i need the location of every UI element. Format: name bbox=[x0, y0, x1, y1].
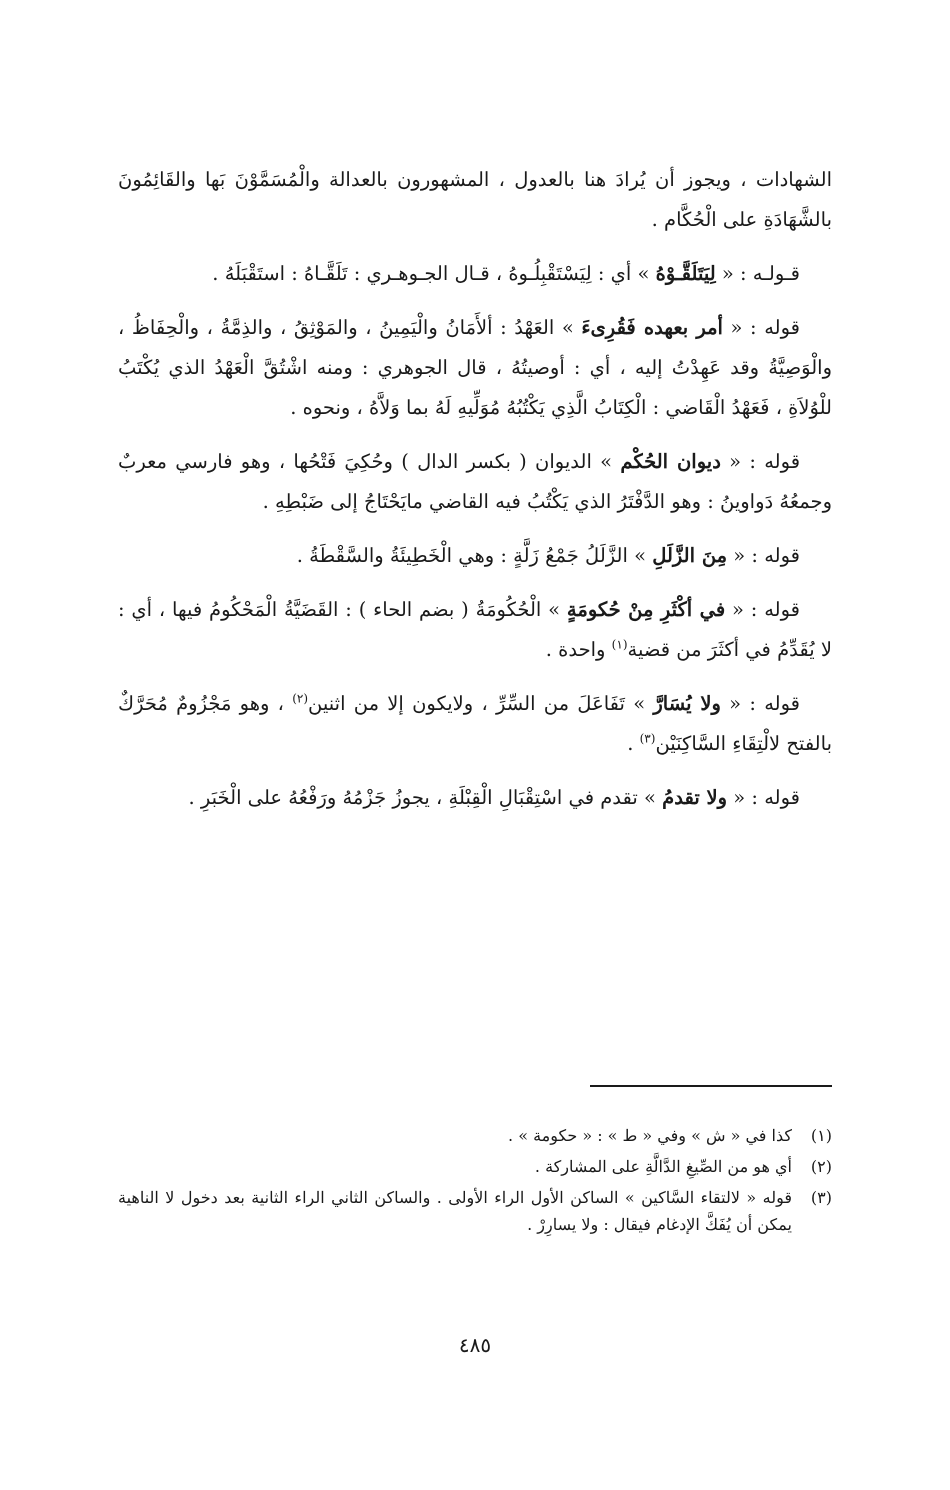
headword: ولا تقدمُ bbox=[662, 786, 728, 809]
footnote-number: (٢) bbox=[810, 1157, 832, 1176]
footnote bbox=[118, 1184, 832, 1238]
footnotes bbox=[118, 1122, 832, 1242]
paragraph-tail: واحدة . bbox=[545, 638, 612, 661]
paragraph-text: » الْحُكُومَةُ ( بضم الحاء ) : القَضَيَّةُ الْمَحْكُومُ فيها ، أي : لا يُقَدِّمُ في أكثَرَ من قضية bbox=[118, 598, 832, 661]
paragraph-tail: . bbox=[627, 732, 640, 755]
footnote-marker: (١) bbox=[611, 637, 628, 652]
footnote-text: أي هو من الصِّيغِ الدَّالَّةِ على المشاركة . bbox=[534, 1157, 792, 1176]
paragraph-lead: قوله : « bbox=[722, 316, 800, 339]
paragraph-text: » تقدم في اسْتِقْبَالِ الْقِبْلَةِ ، يجوزُ جَزْمُهُ ورَفْعُهُ على الْخَبَرِ . bbox=[188, 786, 663, 809]
paragraph-tail: ، وهو مَجْزُومٌ مُحَرَّكٌ بالفتح لالْتِقَاءِ السَّاكِنَيْن bbox=[118, 692, 832, 755]
paragraph-lead: قوله : « bbox=[720, 692, 800, 715]
paragraph-2 bbox=[118, 254, 832, 294]
paragraph-text: الشهادات ، ويجوز أن يُرادَ هنا بالعدول ، المشهورون بالعدالة والْمُسَمَّوْنَ بَها والقَائِمُونَ بالشَّهَادَةِ على الْحُكَّام . bbox=[118, 168, 832, 231]
footnote-number: (١) bbox=[810, 1126, 832, 1145]
footnote-text: كذا في « ش » وفي « ط » : « حكومة » . bbox=[508, 1126, 792, 1145]
footnote bbox=[118, 1153, 832, 1180]
paragraph-text: » الزَّلَلُ جَمْعُ زَلَّةٍ : وهي الْخَطِيئَةُ والسَّقْطَةُ . bbox=[296, 544, 653, 567]
paragraph-7 bbox=[118, 684, 832, 764]
paragraph-text: » الديوان ( بكسر الدال ) وحُكِيَ فَتْحُها ، وهو فارسي معربٌ وجمعُهُ دَواوينُ : وهو الدَّفْتَرُ الذي يَكْتُبُ فيه القاضي مايَحْتَاجُ إلى ضَبْطِهِ . bbox=[118, 450, 832, 513]
paragraph-lead: قوله : « bbox=[720, 450, 801, 473]
headword: أمر بعهده فَقُرِىءَ bbox=[581, 316, 723, 339]
footnote bbox=[118, 1122, 832, 1149]
footnote-marker: (٣) bbox=[639, 731, 656, 746]
paragraph-lead: قوله : « bbox=[725, 598, 800, 621]
paragraph-lead: قوله : « bbox=[727, 786, 800, 809]
headword: ولا يُسَارَّ bbox=[653, 692, 721, 715]
page-number: ٤٨٥ bbox=[458, 1333, 492, 1357]
paragraph-text: » أي : لِيَسْتَقْبِلُـوهُ ، قـال الجـوهـري : تَلَقَّـاهُ : استَقْبَلَهُ . bbox=[212, 262, 656, 285]
paragraph-5 bbox=[118, 536, 832, 576]
footnote-text: قوله « لالتقاء السَّاكين » الساكن الأول الراء الأولى . والساكن الثاني الراء الثانية بعد دخول لا الناهية يمكن أن يُفَكَّ الإدغام فيقال : ولا يسارِرْ . bbox=[118, 1188, 792, 1234]
paragraph-4 bbox=[118, 442, 832, 522]
paragraph-6 bbox=[118, 590, 832, 670]
main-text bbox=[118, 160, 832, 818]
headword: مِنَ الزَّلَلِ bbox=[652, 544, 728, 567]
paragraph-8 bbox=[118, 778, 832, 818]
headword: لِيَتَلَقَّـوْهُ bbox=[655, 262, 716, 285]
footnote-marker: (٢) bbox=[292, 691, 309, 706]
paragraph-1 bbox=[118, 160, 832, 240]
paragraph-lead: قوله : « bbox=[727, 544, 800, 567]
headword: ديوان الحُكْم bbox=[620, 450, 721, 473]
paragraph-text: » تَفَاعَلَ من السِّرِّ ، ولايكون إلا من اثنين bbox=[308, 692, 654, 715]
paragraph-text: » العَهْدُ : ألأَمَانُ والْيَمِينُ ، والمَوْثِقُ ، والذِمَّةُ ، والْحِفَاظُ ، والْوَصِيَّةُ وقد عَهِدْتُ إليه ، أي : أوصيتُهُ ، قال الجوهري : ومنه اشْتُقَّ الْعَهْدُ الذي يُكْتَبُ للْوُلاَةِ ، فَعَهْدُ الْقَاضي : الْكِتَابُ الَّذِي يَكْتُبُهُ مُوَلِّيهِ لَهُ بما وَلاَّهُ ، ونحوه . bbox=[118, 316, 832, 419]
footnote-divider bbox=[590, 1085, 832, 1087]
footnote-number: (٣) bbox=[810, 1188, 832, 1207]
paragraph-lead: قـولـه : « bbox=[715, 262, 800, 285]
headword: في أكْثَرِ مِنْ حُكومَةٍ bbox=[566, 598, 726, 621]
paragraph-3 bbox=[118, 308, 832, 428]
